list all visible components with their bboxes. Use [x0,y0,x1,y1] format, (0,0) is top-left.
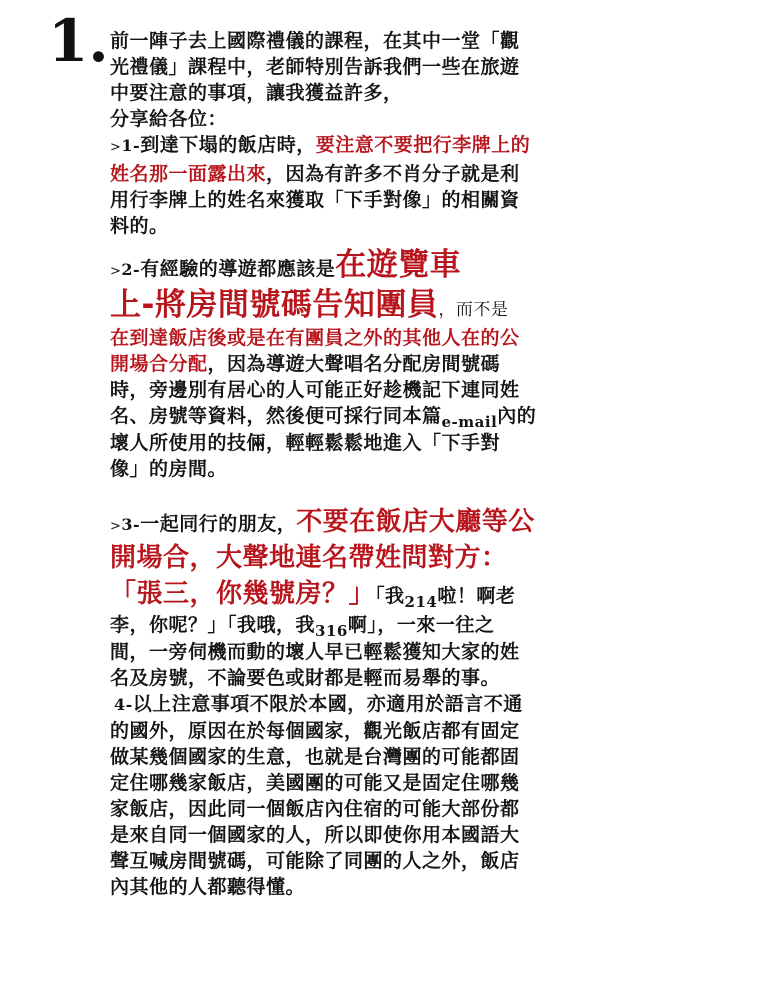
item-4 [110,691,650,900]
document-body [110,28,650,900]
email-text: e-mail [441,413,498,431]
item-text: 啊」，一來一往之 [347,614,495,636]
item-text: 有經驗的導遊都應該是 [140,258,336,280]
highlight-text: 在到達飯店後或是在有團員之外的其他人在的公 [110,327,520,349]
item-number: 3- [121,515,141,534]
item-text: 李，你呢？」「我哦，我 [110,614,316,636]
highlight-text: 姓名那一面露出來 [110,163,267,185]
intro-line: 光禮儀」課程中，老師特別告訴我們一些在旅遊 [110,56,520,78]
intro-line: 前一陣子去上國際禮儀的課程，在其中一堂「觀 [110,30,520,52]
item-text: 料的。 [110,215,169,237]
item-text: 定住哪幾家飯店，美國團的可能又是固定住哪幾 [110,772,520,794]
item-1 [110,132,650,239]
item-text: 間，一旁伺機而動的壞人早已輕鬆獲知大家的姓 [110,641,520,663]
bullet-marker: > [110,140,122,155]
item-text: 家飯店，因此同一個飯店內住宿的可能大部份都 [110,798,520,820]
room-number: 214 [404,593,438,611]
emphasis-text: 在遊覽車 [335,247,462,283]
section-number: 1. [48,7,109,75]
item-text: 啦！啊老 [437,585,516,607]
item-text: 以上注意事項不限於本國，亦適用於語言不通 [132,693,523,715]
room-number: 316 [315,622,348,640]
item-text: 名及房號，不論要色或財都是輕而易舉的事。 [110,667,501,689]
item-text: 是來自同一個國家的人，所以即使你用本國語大 [110,824,520,846]
bullet-marker: > [110,264,122,279]
item-text: 名、房號等資料，然後便可採行同本篇 [110,405,442,427]
item-text: 到達下塌的飯店時， [140,134,316,156]
item-text: 內的 [497,405,537,427]
item-text: 的國外，原因在於每個國家，觀光飯店都有固定 [110,720,520,742]
item-text: 時，旁邊別有居心的人可能正好趁機記下連同姓 [110,379,520,401]
item-number: 2- [121,260,141,279]
intro-paragraph [110,28,650,132]
item-text: 聲互喊房間號碼，可能除了同團的人之外，飯店 [110,850,520,872]
item-text: 「我 [375,585,405,607]
bullet-marker: > [110,519,122,534]
emphasis-text: 「張三，你幾號房？」 [110,579,376,609]
item-text: ，而不是 [438,300,509,320]
highlight-text: 開場合分配 [110,353,208,375]
item-text: 內其他的人都聽得懂。 [110,876,306,898]
item-text: 用行李牌上的姓名來獲取「下手對像」的相關資 [110,189,520,211]
emphasis-text: 不要在飯店大廳等公 [296,507,535,537]
intro-line: 分享給各位： [110,108,228,130]
item-text: 壞人所使用的技倆，輕輕鬆鬆地進入「下手對 [110,432,501,454]
item-number: 4- [114,695,133,714]
item-text: 像」的房間。 [110,458,228,480]
item-text: 一起同行的朋友， [140,513,297,535]
highlight-text: 要注意不要把行李牌上的 [315,134,531,156]
item-text: ，因為有許多不肖分子就是利 [266,163,520,185]
item-text: ，因為導遊大聲唱名分配房間號碼 [207,353,501,375]
item-3 [110,504,650,691]
item-number: 1- [121,136,141,155]
item-text: 做某幾個國家的生意，也就是台灣團的可能都固 [110,746,520,768]
intro-line: 中要注意的事項，讓我獲益許多， [110,82,403,104]
item-2 [110,245,650,482]
emphasis-text: 開場合，大聲地連名帶姓問對方： [110,543,508,573]
emphasis-text: 上-將房間號碼告知團員 [110,287,439,323]
